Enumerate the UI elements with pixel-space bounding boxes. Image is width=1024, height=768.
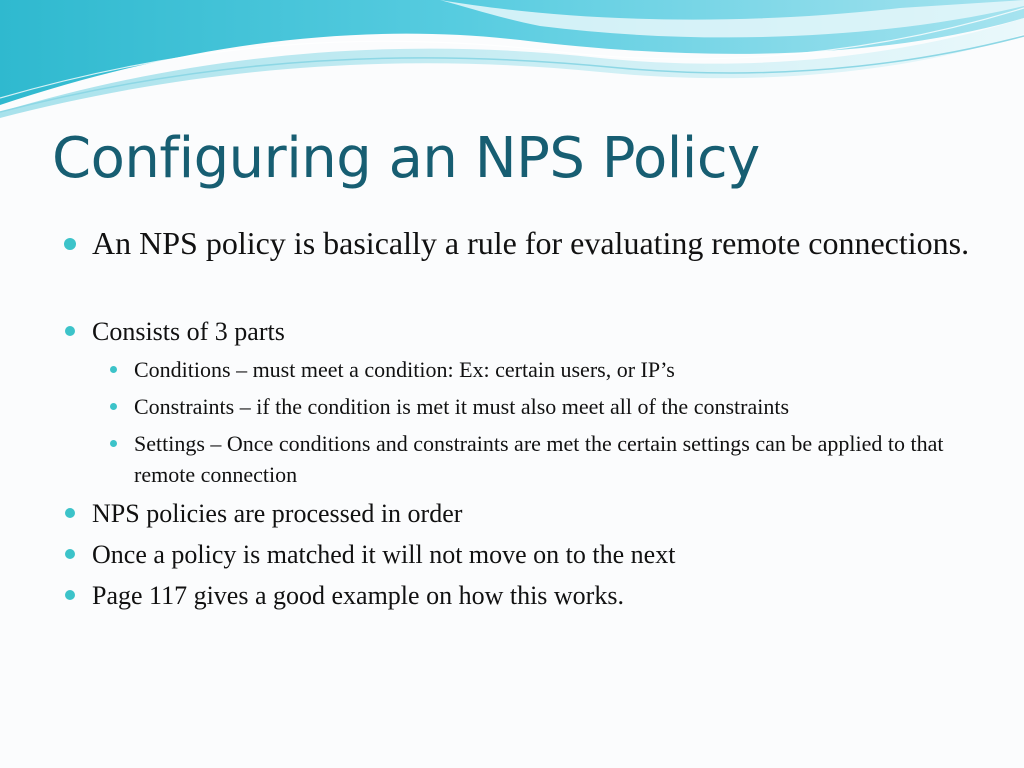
bullet-dot-icon [65, 590, 75, 600]
bullet-dot-icon [110, 440, 117, 447]
sub-bullet-item: Conditions – must meet a condition: Ex: certain users, or IP’s [134, 357, 675, 382]
bullet-dot-icon [64, 238, 76, 250]
bullet-item: NPS policies are processed in order [92, 499, 463, 528]
bullet-item: Consists of 3 parts [92, 317, 285, 346]
bullet-dot-icon [65, 549, 75, 559]
bullet-item: Once a policy is matched it will not move on to the next [92, 540, 676, 569]
slide-title: Configuring an NPS Policy [52, 126, 760, 191]
bullet-dot-icon [110, 403, 117, 410]
sub-bullet-item: Settings – Once conditions and constraints are met the certain settings can be applied to that remote connection [134, 431, 944, 487]
bullet-item: Page 117 gives a good example on how this works. [92, 581, 624, 610]
bullet-item: An NPS policy is basically a rule for evaluating remote connections. [92, 225, 970, 261]
sub-bullet-item: Constraints – if the condition is met it must also meet all of the constraints [134, 394, 790, 419]
bullet-dot-icon [65, 326, 75, 336]
bullet-dot-icon [65, 508, 75, 518]
bullet-dot-icon [110, 366, 117, 373]
